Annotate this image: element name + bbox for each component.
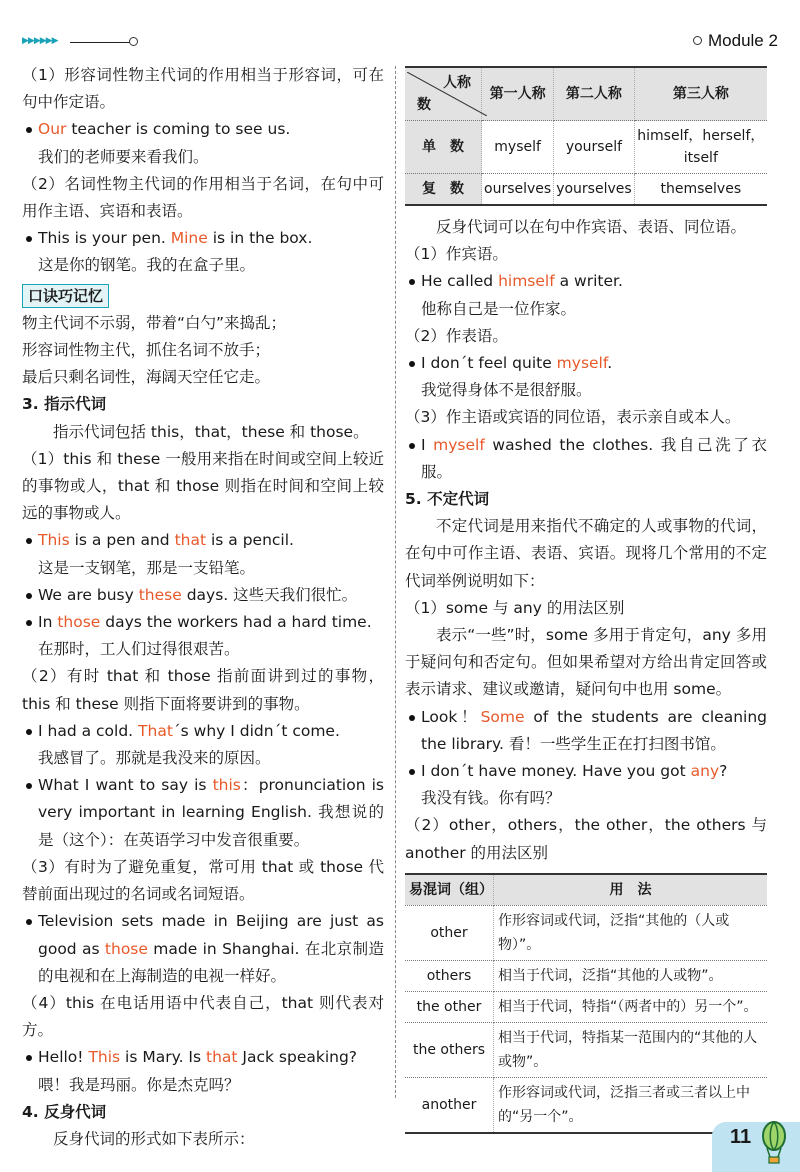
example: What I want to say is this：pronunciation is very important in learning English. 我想说的是（这个）：在英语学习中发音很重要。 xyxy=(22,772,384,854)
column-divider xyxy=(395,66,396,1098)
table-cell-usage: 相当于代词，特指某一范围内的“其他的人或物”。 xyxy=(494,1022,768,1077)
paragraph: （2）other，others，the other，the others 与 another 的用法区别 xyxy=(405,816,767,862)
header-rule xyxy=(70,42,130,43)
paragraph: 反身代词可以在句中作宾语、表语、同位语。 xyxy=(436,218,747,236)
example: He called himself a writer. xyxy=(405,268,767,295)
example: Our teacher is coming to see us. xyxy=(22,116,384,143)
rhyme-line: 物主代词不示弱，带着“白勺”来捣乱； xyxy=(22,313,287,332)
right-column xyxy=(405,66,767,1134)
translation: 我们的老师要来看我们。 xyxy=(38,147,209,166)
module-title: Module 2 xyxy=(708,31,778,50)
row-header: 单 数 xyxy=(405,121,482,174)
table-cell-word: others xyxy=(405,960,494,991)
section-heading: 4. 反身代词 xyxy=(22,1102,107,1121)
example: Hello! This is Mary. Is that Jack speaking? xyxy=(22,1044,384,1071)
column-header: 易混词（组） xyxy=(405,874,494,906)
left-column xyxy=(22,62,384,1153)
paragraph: （1）some 与 any 的用法区别 xyxy=(405,598,625,617)
paragraph: （2）有时 that 和 those 指前面讲到过的事物，this 和 these 则指下面将要讲到的事物。 xyxy=(22,667,384,713)
other-usage-table xyxy=(405,873,767,1134)
paragraph: 指示代词包括 this，that，these 和 those。 xyxy=(53,422,369,441)
row-header: 复 数 xyxy=(405,174,482,206)
example: This is your pen. Mine is in the box. xyxy=(22,225,384,252)
paragraph: 表示“一些”时，some 多用于肯定句，any 多用于疑问句和否定句。但如果希望对方给出肯定回答或表示请求、建议或邀请，疑问句中也用 some。 xyxy=(405,626,767,699)
table-cell: themselves xyxy=(634,174,767,206)
table-cell: ourselves xyxy=(482,174,554,206)
paragraph: （3）有时为了避免重复，常可用 that 或 those 代替前面出现过的名词或名词短语。 xyxy=(22,857,384,904)
arrows-decoration-icon: ▶▶▶▶▶▶ xyxy=(22,36,58,46)
table-cell-word: other xyxy=(405,905,494,960)
hot-air-balloon-icon xyxy=(758,1118,794,1166)
example: Look！Some of the students are cleaning the library. 看！一些学生正在打扫图书馆。 xyxy=(405,704,767,758)
table-row xyxy=(405,991,767,1022)
table-cell: yourself xyxy=(554,121,634,174)
section-heading: 3. 指示代词 xyxy=(22,395,107,414)
translation: 这是一支钢笔，那是一支铅笔。 xyxy=(38,558,256,577)
section-heading: 5. 不定代词 xyxy=(405,490,490,509)
paragraph: 不定代词是用来指代不确定的人或事物的代词，在句中可作主语、表语、宾语。现将几个常用的不定代词举例说明如下： xyxy=(405,517,767,590)
table-row xyxy=(405,174,767,206)
translation: 在那时，工人们过得很艰苦。 xyxy=(38,640,240,659)
translation: 我没有钱。你有吗？ xyxy=(421,789,561,808)
rhyme-line: 形容词性物主代，抓住名词不放手； xyxy=(22,341,271,360)
paragraph: 反身代词的形式如下表所示： xyxy=(53,1129,255,1148)
memory-tip-tag: 口诀巧记忆 xyxy=(22,284,109,308)
paragraph: （4）this 在电话用语中代表自己，that 则代表对方。 xyxy=(22,993,384,1040)
column-header: 第一人称 xyxy=(482,67,554,121)
table-row xyxy=(405,1077,767,1133)
paragraph: （2）作表语。 xyxy=(405,326,508,345)
table-cell-usage: 作形容词或代词，泛指“其他的（人或物）”。 xyxy=(494,905,768,960)
header-dot-right xyxy=(693,36,702,45)
page-number: 11 xyxy=(730,1126,752,1148)
paragraph: （1）作宾语。 xyxy=(405,245,508,264)
paragraph: （2）名词性物主代词的作用相当于名词，在句中可用作主语、宾语和表语。 xyxy=(22,174,384,221)
table-cell-usage: 相当于代词，特指“（两者中的）另一个”。 xyxy=(494,991,768,1022)
example: I don´t have money. Have you got any? xyxy=(405,758,767,785)
header-dot-left xyxy=(129,37,138,46)
table-row xyxy=(405,1022,767,1077)
table-row xyxy=(405,960,767,991)
page-header xyxy=(0,28,800,58)
paragraph: （1）this 和 these 一般用来指在时间或空间上较近的事物或人，that 和 those 则指在时间和空间上较远的事物或人。 xyxy=(22,449,384,523)
table-row xyxy=(405,121,767,174)
corner-label-person: 人称 xyxy=(443,75,471,91)
example: I had a cold. That´s why I didn´t come. xyxy=(22,718,384,745)
example: I myself washed the clothes. 我自己洗了衣服。 xyxy=(405,432,767,486)
table-cell: myself xyxy=(482,121,554,174)
table-cell-usage: 作形容词或代词，泛指三者或三者以上中的“另一个”。 xyxy=(494,1077,768,1133)
table-row xyxy=(405,905,767,960)
table-cell: yourselves xyxy=(554,174,634,206)
column-header: 用 法 xyxy=(494,874,768,906)
table-cell-word: another xyxy=(405,1077,494,1133)
translation: 我感冒了。那就是我没来的原因。 xyxy=(38,749,271,768)
corner-label-number: 数 xyxy=(417,97,431,113)
table-cell-usage: 相当于代词，泛指“其他的人或物”。 xyxy=(494,960,768,991)
rhyme-line: 最后只剩名词性，海阔天空任它走。 xyxy=(22,368,271,387)
page-number-tab xyxy=(712,1122,800,1172)
table-cell: himself，herself，itself xyxy=(634,121,767,174)
table-cell-word: the others xyxy=(405,1022,494,1077)
example: This is a pen and that is a pencil. xyxy=(22,527,384,554)
translation: 我觉得身体不是很舒服。 xyxy=(421,381,592,400)
reflexive-pronoun-table xyxy=(405,66,767,206)
table-cell-word: the other xyxy=(405,991,494,1022)
paragraph: （3）作主语或宾语的同位语，表示亲自或本人。 xyxy=(405,408,741,427)
example: I don´t feel quite myself. xyxy=(405,350,767,377)
example: Television sets made in Beijing are just as good as those made in Shanghai. 在北京制造的电视和在上海制造的电视一样好。 xyxy=(22,908,384,990)
translation: 他称自己是一位作家。 xyxy=(421,299,577,318)
translation: 这是你的钢笔。我的在盒子里。 xyxy=(38,256,256,275)
column-header: 第三人称 xyxy=(634,67,767,121)
example: We are busy these days. 这些天我们很忙。 xyxy=(22,582,384,609)
example: In those days the workers had a hard time. xyxy=(22,609,384,636)
column-header: 第二人称 xyxy=(554,67,634,121)
paragraph: （1）形容词性物主代词的作用相当于形容词，可在句中作定语。 xyxy=(22,66,384,112)
translation: 喂！我是玛丽。你是杰克吗？ xyxy=(38,1075,240,1094)
table-corner-cell xyxy=(405,67,482,121)
